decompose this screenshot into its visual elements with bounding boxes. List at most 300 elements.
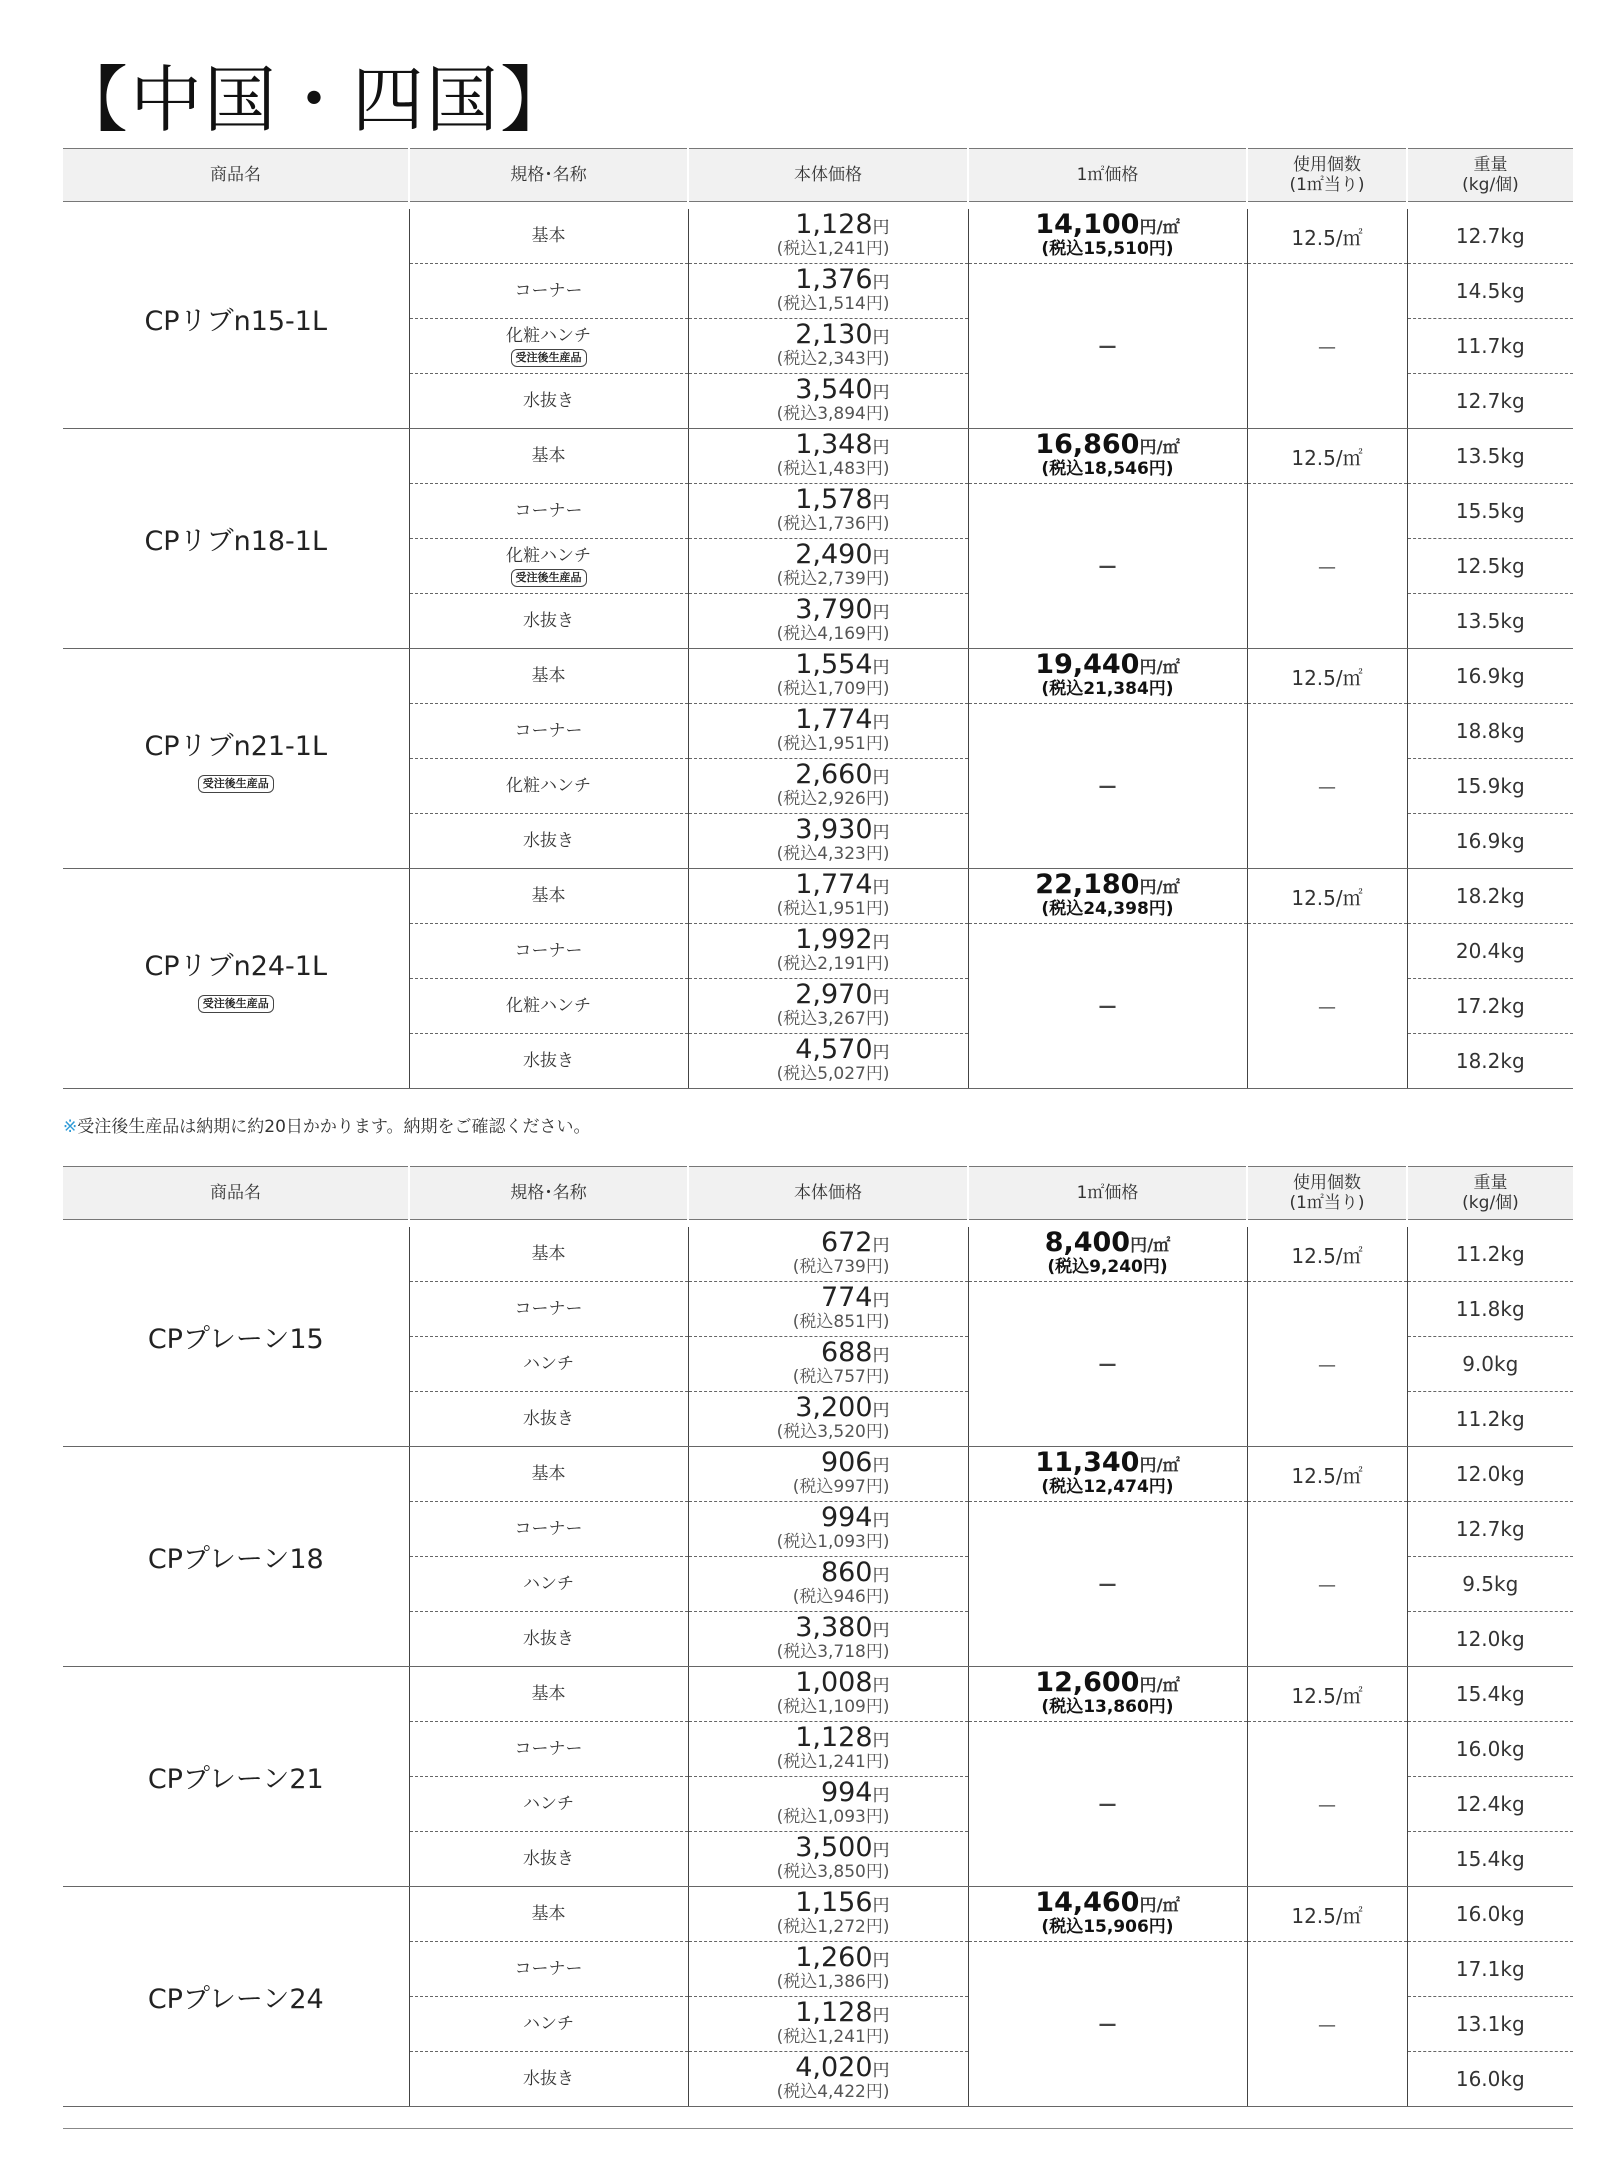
weight-cell bbox=[1407, 1722, 1573, 1777]
header-product-name: 商品名 bbox=[63, 1167, 409, 1220]
unit-price: 1,578 bbox=[795, 484, 873, 515]
unit-price: 1,128 bbox=[795, 209, 873, 240]
tax-included-price: (税込4,323円) bbox=[776, 844, 890, 864]
product-name-cell bbox=[63, 1447, 409, 1667]
tax-included-price: (税込1,241円) bbox=[776, 239, 890, 259]
weight-cell bbox=[1407, 2052, 1573, 2107]
spec-cell bbox=[409, 704, 688, 759]
unit-price-cell bbox=[688, 979, 968, 1034]
unit-price-cell bbox=[688, 1667, 968, 1722]
spacer-cell bbox=[63, 1220, 1573, 1228]
spec-cell bbox=[409, 264, 688, 319]
weight: 20.4kg bbox=[1455, 939, 1525, 963]
weight-cell bbox=[1407, 484, 1573, 539]
spec-name: 基本 bbox=[531, 446, 566, 466]
unit-price: 2,970 bbox=[795, 979, 873, 1010]
dash-mark: — bbox=[1318, 997, 1336, 1018]
tax-included-price: (税込997円) bbox=[792, 1477, 890, 1497]
spec-name: 水抜き bbox=[523, 1409, 574, 1429]
spec-name: 水抜き bbox=[523, 1051, 574, 1071]
spec-cell bbox=[409, 319, 688, 374]
spec-cell bbox=[409, 1502, 688, 1557]
sqm-price-empty-cell bbox=[968, 1282, 1247, 1447]
spec-cell bbox=[409, 2052, 688, 2107]
spec-cell bbox=[409, 924, 688, 979]
weight: 16.0kg bbox=[1455, 1902, 1525, 1926]
tax-included-price: (税込1,951円) bbox=[776, 899, 890, 919]
tax-included-price: (税込3,850円) bbox=[776, 1862, 890, 1882]
sqm-price: 22,180 bbox=[1035, 869, 1140, 900]
header-sqm-price: 1㎡価格 bbox=[968, 1167, 1247, 1220]
product-name: CPプレーン24 bbox=[147, 1984, 324, 2015]
product-name-cell bbox=[63, 429, 409, 649]
yen-unit: 円 bbox=[872, 438, 890, 458]
sqm-tax-included-price: (税込12,474円) bbox=[1041, 1477, 1174, 1497]
usage-count: 12.5/㎡ bbox=[1291, 1243, 1363, 1268]
sqm-price: 16,860 bbox=[1035, 429, 1140, 460]
unit-price: 906 bbox=[820, 1447, 873, 1478]
dash-mark: — bbox=[1318, 557, 1336, 578]
dash-mark: — bbox=[1098, 1574, 1117, 1595]
unit-price-cell bbox=[688, 704, 968, 759]
tax-included-price: (税込1,514円) bbox=[776, 294, 890, 314]
weight: 13.1kg bbox=[1455, 2012, 1525, 2036]
sqm-price: 19,440 bbox=[1035, 649, 1140, 680]
yen-unit: 円 bbox=[872, 1291, 890, 1311]
spec-name: ハンチ bbox=[523, 1354, 574, 1374]
sqm-price: 12,600 bbox=[1035, 1667, 1140, 1698]
unit-price-cell bbox=[688, 429, 968, 484]
spec-name: ハンチ bbox=[523, 2014, 574, 2034]
yen-unit: 円 bbox=[872, 1456, 890, 1476]
product-name-cell bbox=[63, 1227, 409, 1447]
unit-price-cell bbox=[688, 1392, 968, 1447]
weight-cell bbox=[1407, 1034, 1573, 1089]
spec-cell bbox=[409, 649, 688, 704]
sqm-price: 11,340 bbox=[1035, 1447, 1140, 1478]
spec-name: 基本 bbox=[531, 1684, 566, 1704]
header-usage-count: 使用個数 (1㎡当り) bbox=[1247, 1167, 1407, 1220]
weight-cell bbox=[1407, 209, 1573, 264]
bottom-rule bbox=[63, 2128, 1573, 2129]
weight-cell bbox=[1407, 1832, 1573, 1887]
table-row bbox=[63, 429, 1573, 484]
weight: 15.9kg bbox=[1455, 774, 1525, 798]
spec-name: 水抜き bbox=[523, 831, 574, 851]
weight: 13.5kg bbox=[1455, 609, 1525, 633]
spec-cell bbox=[409, 979, 688, 1034]
dash-mark: — bbox=[1098, 336, 1117, 357]
weight: 15.5kg bbox=[1455, 499, 1525, 523]
weight: 12.7kg bbox=[1455, 389, 1525, 413]
sqm-price: 14,460 bbox=[1035, 1887, 1140, 1918]
usage-count-empty-cell bbox=[1247, 1722, 1407, 1887]
weight: 17.1kg bbox=[1455, 1957, 1525, 1981]
dash-mark: — bbox=[1318, 1795, 1336, 1816]
yen-unit: 円 bbox=[872, 1401, 890, 1421]
dash-mark: — bbox=[1098, 2014, 1117, 2035]
tax-included-price: (税込4,169円) bbox=[776, 624, 890, 644]
unit-price-cell bbox=[688, 1447, 968, 1502]
unit-price: 2,660 bbox=[795, 759, 873, 790]
spec-name: 水抜き bbox=[523, 611, 574, 631]
spec-cell bbox=[409, 1887, 688, 1942]
weight: 15.4kg bbox=[1455, 1682, 1525, 1706]
usage-count: 12.5/㎡ bbox=[1291, 1683, 1363, 1708]
weight: 16.0kg bbox=[1455, 2067, 1525, 2091]
dash-mark: — bbox=[1098, 776, 1117, 797]
header-usage-count: 使用個数 (1㎡当り) bbox=[1247, 149, 1407, 202]
spec-name: 化粧ハンチ bbox=[506, 545, 591, 566]
usage-count-cell bbox=[1247, 1887, 1407, 1942]
sqm-price-cell bbox=[968, 869, 1247, 924]
tax-included-price: (税込1,241円) bbox=[776, 1752, 890, 1772]
yen-unit: 円 bbox=[872, 768, 890, 788]
spec-name: 基本 bbox=[531, 1904, 566, 1924]
made-to-order-badge: 受注後生産品 bbox=[198, 775, 274, 793]
note-mark: ※ bbox=[63, 1117, 78, 1137]
weight: 12.7kg bbox=[1455, 1517, 1525, 1541]
spec-name: コーナー bbox=[514, 281, 583, 301]
unit-price: 994 bbox=[820, 1777, 873, 1808]
product-name-cell bbox=[63, 209, 409, 429]
weight-cell bbox=[1407, 1227, 1573, 1282]
tax-included-price: (税込1,093円) bbox=[776, 1807, 890, 1827]
spec-cell bbox=[409, 374, 688, 429]
weight: 18.2kg bbox=[1455, 884, 1525, 908]
spec-name: 基本 bbox=[531, 226, 566, 246]
yen-unit: 円 bbox=[872, 603, 890, 623]
unit-price: 3,380 bbox=[795, 1612, 873, 1643]
usage-count-cell bbox=[1247, 209, 1407, 264]
yen-unit: 円 bbox=[872, 1731, 890, 1751]
usage-count: 12.5/㎡ bbox=[1291, 885, 1363, 910]
spec-cell bbox=[409, 814, 688, 869]
spec-cell bbox=[409, 1722, 688, 1777]
spacer-cell bbox=[63, 202, 1573, 210]
product-name: CPプレーン18 bbox=[147, 1544, 324, 1575]
spec-name: 基本 bbox=[531, 1464, 566, 1484]
weight: 12.5kg bbox=[1455, 554, 1525, 578]
weight: 16.0kg bbox=[1455, 1737, 1525, 1761]
unit-price-cell bbox=[688, 759, 968, 814]
yen-unit: 円 bbox=[872, 493, 890, 513]
weight-cell bbox=[1407, 1447, 1573, 1502]
spec-name: 基本 bbox=[531, 1244, 566, 1264]
spec-cell bbox=[409, 484, 688, 539]
weight: 17.2kg bbox=[1455, 994, 1525, 1018]
tax-included-price: (税込946円) bbox=[792, 1587, 890, 1607]
header-unit-price: 本体価格 bbox=[688, 1167, 968, 1220]
unit-price: 1,156 bbox=[795, 1887, 873, 1918]
weight-cell bbox=[1407, 814, 1573, 869]
spec-cell bbox=[409, 869, 688, 924]
dash-mark: — bbox=[1098, 1794, 1117, 1815]
spec-name: コーナー bbox=[514, 1519, 583, 1539]
tax-included-price: (税込1,093円) bbox=[776, 1532, 890, 1552]
spec-cell bbox=[409, 1034, 688, 1089]
yen-unit: 円 bbox=[872, 1566, 890, 1586]
usage-count-empty-cell bbox=[1247, 1282, 1407, 1447]
unit-price-cell bbox=[688, 264, 968, 319]
table-row bbox=[63, 869, 1573, 924]
spec-cell bbox=[409, 1777, 688, 1832]
weight: 16.9kg bbox=[1455, 829, 1525, 853]
weight-cell bbox=[1407, 759, 1573, 814]
weight: 12.0kg bbox=[1455, 1462, 1525, 1486]
yen-unit: 円 bbox=[872, 713, 890, 733]
price-table-rib bbox=[63, 148, 1573, 1089]
unit-price: 994 bbox=[820, 1502, 873, 1533]
tax-included-price: (税込3,718円) bbox=[776, 1642, 890, 1662]
unit-price-cell bbox=[688, 649, 968, 704]
unit-price-cell bbox=[688, 814, 968, 869]
tax-included-price: (税込2,926円) bbox=[776, 789, 890, 809]
tax-included-price: (税込1,241円) bbox=[776, 2027, 890, 2047]
yen-unit: 円 bbox=[872, 1511, 890, 1531]
product-name-cell bbox=[63, 1887, 409, 2107]
unit-price: 774 bbox=[820, 1282, 873, 1313]
tax-included-price: (税込2,739円) bbox=[776, 569, 890, 589]
weight: 11.8kg bbox=[1455, 1297, 1525, 1321]
unit-price: 1,008 bbox=[795, 1667, 873, 1698]
tax-included-price: (税込1,272円) bbox=[776, 1917, 890, 1937]
unit-price: 2,490 bbox=[795, 539, 873, 570]
usage-count-cell bbox=[1247, 649, 1407, 704]
dash-mark: — bbox=[1318, 777, 1336, 798]
spec-cell bbox=[409, 209, 688, 264]
sqm-tax-included-price: (税込24,398円) bbox=[1041, 899, 1174, 919]
usage-count-empty-cell bbox=[1247, 924, 1407, 1089]
sqm-price-cell bbox=[968, 1887, 1247, 1942]
product-name: CPプレーン15 bbox=[147, 1324, 324, 1355]
unit-price: 1,376 bbox=[795, 264, 873, 295]
weight: 12.0kg bbox=[1455, 1627, 1525, 1651]
unit-price: 3,930 bbox=[795, 814, 873, 845]
sqm-price-empty-cell bbox=[968, 1722, 1247, 1887]
weight-cell bbox=[1407, 1997, 1573, 2052]
yen-unit: 円 bbox=[872, 1236, 890, 1256]
spec-name: コーナー bbox=[514, 1739, 583, 1759]
tax-included-price: (税込1,951円) bbox=[776, 734, 890, 754]
weight: 12.4kg bbox=[1455, 1792, 1525, 1816]
sqm-price-cell bbox=[968, 429, 1247, 484]
yen-unit: 円 bbox=[872, 658, 890, 678]
spec-name: 水抜き bbox=[523, 2069, 574, 2089]
unit-price-cell bbox=[688, 1722, 968, 1777]
yen-unit: 円 bbox=[872, 273, 890, 293]
spec-cell bbox=[409, 1832, 688, 1887]
unit-price-cell bbox=[688, 209, 968, 264]
spec-name: 化粧ハンチ bbox=[506, 996, 591, 1016]
tax-included-price: (税込739円) bbox=[792, 1257, 890, 1277]
header-unit-price: 本体価格 bbox=[688, 149, 968, 202]
spec-cell bbox=[409, 1667, 688, 1722]
tax-included-price: (税込1,483円) bbox=[776, 459, 890, 479]
unit-price-cell bbox=[688, 484, 968, 539]
unit-price-cell bbox=[688, 2052, 968, 2107]
tax-included-price: (税込757円) bbox=[792, 1367, 890, 1387]
tax-included-price: (税込2,343円) bbox=[776, 349, 890, 369]
sqm-price-cell bbox=[968, 1447, 1247, 1502]
dash-mark: — bbox=[1318, 1355, 1336, 1376]
weight-cell bbox=[1407, 539, 1573, 594]
sqm-price-empty-cell bbox=[968, 1502, 1247, 1667]
yen-unit: 円 bbox=[872, 2006, 890, 2026]
made-to-order-badge: 受注後生産品 bbox=[198, 995, 274, 1013]
unit-price: 1,774 bbox=[795, 869, 873, 900]
unit-price: 1,128 bbox=[795, 1997, 873, 2028]
spec-name: 基本 bbox=[531, 886, 566, 906]
tax-included-price: (税込1,709円) bbox=[776, 679, 890, 699]
dash-mark: — bbox=[1318, 337, 1336, 358]
sqm-price-empty-cell bbox=[968, 1942, 1247, 2107]
yen-unit: 円 bbox=[872, 1043, 890, 1063]
sqm-tax-included-price: (税込13,860円) bbox=[1041, 1697, 1174, 1717]
yen-unit: 円 bbox=[872, 1786, 890, 1806]
usage-count-empty-cell bbox=[1247, 704, 1407, 869]
weight-cell bbox=[1407, 374, 1573, 429]
unit-price: 860 bbox=[820, 1557, 873, 1588]
spec-name: 化粧ハンチ bbox=[506, 776, 591, 796]
sqm-tax-included-price: (税込18,546円) bbox=[1041, 459, 1174, 479]
weight: 12.7kg bbox=[1455, 224, 1525, 248]
weight-cell bbox=[1407, 979, 1573, 1034]
weight: 11.7kg bbox=[1455, 334, 1525, 358]
yen-unit: 円 bbox=[872, 2061, 890, 2081]
made-to-order-badge: 受注後生産品 bbox=[511, 349, 587, 367]
unit-price: 1,128 bbox=[795, 1722, 873, 1753]
unit-price: 1,774 bbox=[795, 704, 873, 735]
sqm-unit: 円/㎡ bbox=[1139, 1676, 1180, 1696]
weight-cell bbox=[1407, 1337, 1573, 1392]
spec-cell bbox=[409, 1227, 688, 1282]
weight: 11.2kg bbox=[1455, 1242, 1525, 1266]
tax-included-price: (税込851円) bbox=[792, 1312, 890, 1332]
table-row bbox=[63, 1447, 1573, 1502]
unit-price-cell bbox=[688, 1942, 968, 1997]
unit-price-cell bbox=[688, 374, 968, 429]
unit-price: 1,260 bbox=[795, 1942, 873, 1973]
table-row bbox=[63, 1887, 1573, 1942]
spec-name: コーナー bbox=[514, 1959, 583, 1979]
product-name-cell bbox=[63, 649, 409, 869]
unit-price: 1,348 bbox=[795, 429, 873, 460]
unit-price-cell bbox=[688, 1282, 968, 1337]
spec-cell bbox=[409, 1612, 688, 1667]
weight: 13.5kg bbox=[1455, 444, 1525, 468]
spec-cell bbox=[409, 1942, 688, 1997]
product-name: CPリブn15-1L bbox=[144, 306, 328, 337]
usage-count-cell bbox=[1247, 429, 1407, 484]
weight: 18.2kg bbox=[1455, 1049, 1525, 1073]
weight-cell bbox=[1407, 1667, 1573, 1722]
tax-included-price: (税込5,027円) bbox=[776, 1064, 890, 1084]
spec-cell bbox=[409, 759, 688, 814]
spec-name: 水抜き bbox=[523, 1629, 574, 1649]
usage-count-cell bbox=[1247, 1667, 1407, 1722]
unit-price: 3,500 bbox=[795, 1832, 873, 1863]
price-table-plain bbox=[63, 1166, 1573, 2107]
header-sqm-price: 1㎡価格 bbox=[968, 149, 1247, 202]
weight: 15.4kg bbox=[1455, 1847, 1525, 1871]
made-to-order-badge: 受注後生産品 bbox=[511, 569, 587, 587]
product-name: CPリブn21-1L bbox=[144, 730, 328, 762]
yen-unit: 円 bbox=[872, 823, 890, 843]
unit-price: 3,540 bbox=[795, 374, 873, 405]
weight-cell bbox=[1407, 264, 1573, 319]
spec-name: ハンチ bbox=[523, 1794, 574, 1814]
header-weight: 重量 (kg/個) bbox=[1407, 1167, 1573, 1220]
usage-count-empty-cell bbox=[1247, 264, 1407, 429]
weight-cell bbox=[1407, 429, 1573, 484]
weight-cell bbox=[1407, 869, 1573, 924]
spec-name: 水抜き bbox=[523, 1849, 574, 1869]
usage-count: 12.5/㎡ bbox=[1291, 665, 1363, 690]
weight-cell bbox=[1407, 924, 1573, 979]
unit-price: 4,020 bbox=[795, 2052, 873, 2083]
weight-cell bbox=[1407, 704, 1573, 759]
weight-cell bbox=[1407, 649, 1573, 704]
weight: 9.0kg bbox=[1462, 1352, 1519, 1376]
usage-count-empty-cell bbox=[1247, 1942, 1407, 2107]
page-title: 【中国・四国】 bbox=[56, 58, 575, 142]
weight: 16.9kg bbox=[1455, 664, 1525, 688]
dash-mark: — bbox=[1098, 996, 1117, 1017]
spacer-row bbox=[63, 1220, 1573, 1228]
unit-price-cell bbox=[688, 1502, 968, 1557]
usage-count: 12.5/㎡ bbox=[1291, 225, 1363, 250]
header-spec: 規格･名称 bbox=[409, 1167, 688, 1220]
yen-unit: 円 bbox=[872, 1346, 890, 1366]
unit-price-cell bbox=[688, 924, 968, 979]
spec-name: 水抜き bbox=[523, 391, 574, 411]
spec-cell bbox=[409, 1337, 688, 1392]
sqm-price-cell bbox=[968, 209, 1247, 264]
sqm-price-empty-cell bbox=[968, 484, 1247, 649]
usage-count: 12.5/㎡ bbox=[1291, 1463, 1363, 1488]
spec-cell bbox=[409, 1997, 688, 2052]
spec-cell bbox=[409, 1557, 688, 1612]
tax-included-price: (税込1,736円) bbox=[776, 514, 890, 534]
sqm-unit: 円/㎡ bbox=[1139, 438, 1180, 458]
spec-name: コーナー bbox=[514, 501, 583, 521]
spec-cell bbox=[409, 1447, 688, 1502]
weight-cell bbox=[1407, 1557, 1573, 1612]
unit-price-cell bbox=[688, 1337, 968, 1392]
dash-mark: — bbox=[1318, 1575, 1336, 1596]
unit-price: 3,200 bbox=[795, 1392, 873, 1423]
unit-price-cell bbox=[688, 1832, 968, 1887]
yen-unit: 円 bbox=[872, 1841, 890, 1861]
yen-unit: 円 bbox=[872, 218, 890, 238]
weight: 18.8kg bbox=[1455, 719, 1525, 743]
weight-cell bbox=[1407, 1612, 1573, 1667]
weight-cell bbox=[1407, 1282, 1573, 1337]
unit-price: 2,130 bbox=[795, 319, 873, 350]
sqm-price: 8,400 bbox=[1044, 1227, 1131, 1258]
header-product-name: 商品名 bbox=[63, 149, 409, 202]
unit-price-cell bbox=[688, 1227, 968, 1282]
unit-price: 4,570 bbox=[795, 1034, 873, 1065]
header-spec: 規格･名称 bbox=[409, 149, 688, 202]
usage-count-cell bbox=[1247, 1447, 1407, 1502]
usage-count: 12.5/㎡ bbox=[1291, 445, 1363, 470]
product-name-cell bbox=[63, 869, 409, 1089]
dash-mark: — bbox=[1098, 556, 1117, 577]
product-name-cell bbox=[63, 1667, 409, 1887]
weight-cell bbox=[1407, 1777, 1573, 1832]
